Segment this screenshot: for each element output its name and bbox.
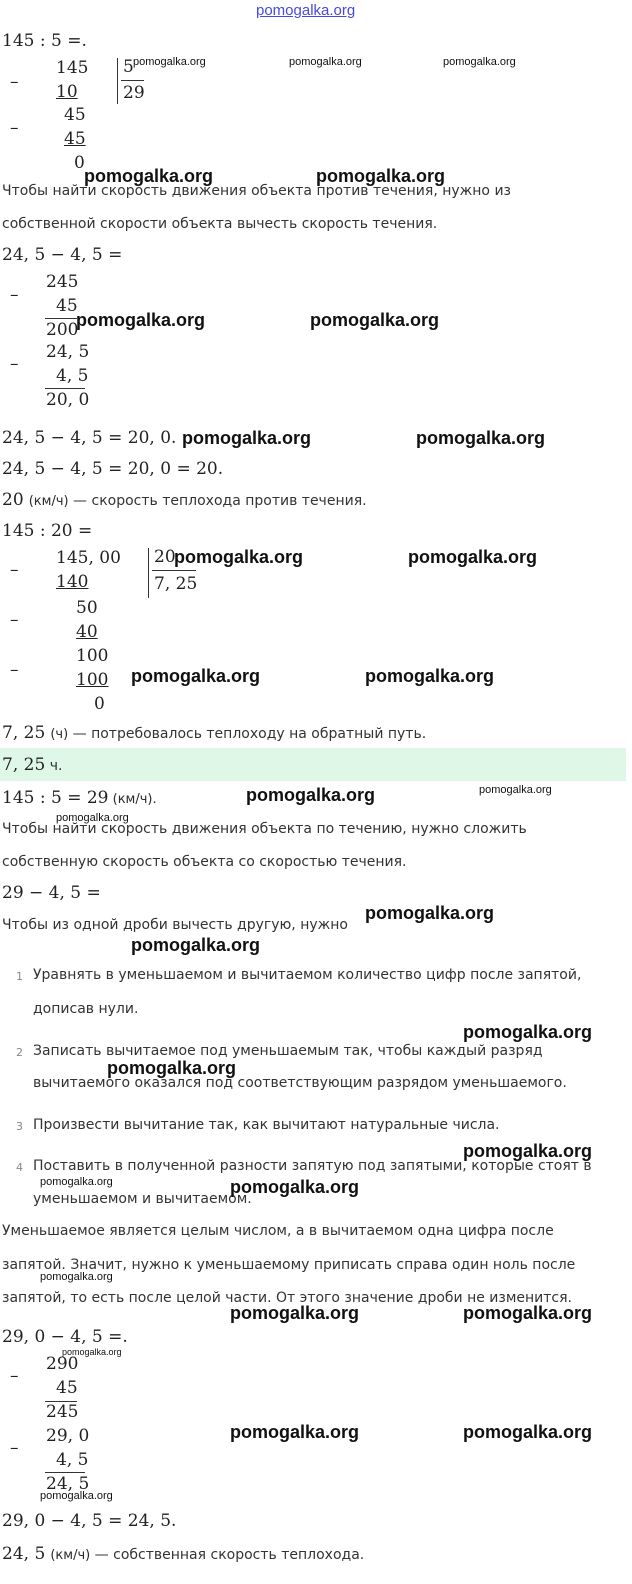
minuend: 29, 0 [46, 1426, 90, 1446]
partial-product: 45 [64, 129, 86, 149]
list-item-text: вычитаемого оказался под соответствующим разрядом уменьшаемого. [33, 1075, 567, 1091]
result-text: — собственная скорость теплохода. [90, 1547, 365, 1563]
equation: 24, 5 − 4, 5 = 20, 0 = 20. [2, 459, 224, 479]
difference: 24, 5 [46, 1474, 90, 1494]
minus-sign: – [10, 72, 19, 92]
difference: 200 [46, 320, 79, 340]
list-item-text: дописав нули. [33, 1001, 139, 1017]
site-link[interactable]: pomogalka.org [256, 2, 356, 19]
subtraction-line [45, 1472, 85, 1473]
remainder: 50 [76, 598, 98, 618]
watermark: pomogalka.org [310, 310, 440, 330]
result-text: — потребовалось теплоходу на обратный путь. [68, 726, 427, 742]
divisor: 5 [123, 57, 134, 77]
subtraction-line [45, 388, 85, 389]
remainder: 0 [94, 694, 105, 714]
watermark: pomogalka.org [174, 547, 304, 567]
division-expression: 145 : 20 = [2, 521, 93, 541]
difference: 20, 0 [46, 390, 90, 410]
result-unit: (км/ч) [28, 494, 69, 509]
watermark: pomogalka.org [365, 666, 495, 686]
quotient: 7, 25 [154, 574, 198, 594]
watermark: pomogalka.org [40, 1490, 113, 1502]
dividend: 145 [56, 58, 89, 78]
minus-sign: – [10, 1438, 19, 1458]
partial-product: 100 [76, 670, 109, 690]
list-item-text: уменьшаемом и вычитаемом. [33, 1191, 252, 1207]
paragraph: Чтобы из одной дроби вычесть другую, нужно [2, 917, 348, 933]
subtrahend: 45 [56, 1378, 78, 1398]
result-value: 24, 5 [2, 1544, 46, 1564]
watermark: pomogalka.org [131, 666, 261, 686]
minus-sign: – [10, 660, 19, 680]
watermark: pomogalka.org [40, 1176, 113, 1188]
partial-product: 10 [56, 82, 78, 102]
division-line [152, 570, 196, 571]
paragraph: собственную скорость объекта со скоростью течения. [2, 854, 407, 870]
watermark: pomogalka.org [131, 935, 261, 955]
result-value: 20 [2, 490, 24, 510]
paragraph: запятой. Значит, нужно к уменьшаемому приписать справа один ноль после [2, 1257, 576, 1273]
division-bar [117, 58, 118, 104]
subtrahend: 45 [56, 296, 78, 316]
remainder: 100 [76, 646, 109, 666]
minus-sign: – [10, 354, 19, 374]
watermark: pomogalka.org [443, 56, 516, 68]
paragraph: Чтобы найти скорость движения объекта против течения, нужно из [2, 183, 511, 199]
minuend: 290 [46, 1354, 79, 1374]
minus-sign: – [10, 285, 19, 305]
minus-sign: – [10, 118, 19, 138]
watermark: pomogalka.org [479, 784, 552, 796]
watermark: pomogalka.org [463, 1022, 593, 1042]
result-text: — скорость теплохода против течения. [68, 493, 367, 509]
watermark: pomogalka.org [182, 428, 312, 448]
result-unit: (км/ч) [50, 1548, 91, 1563]
watermark: pomogalka.org [84, 166, 214, 186]
result-line [2, 490, 367, 510]
watermark: pomogalka.org [230, 1422, 360, 1442]
subtraction-line [45, 318, 77, 319]
equation-unit: (км/ч). [108, 792, 157, 807]
list-item-text: Поставить в полученной разности запятую под запятыми, которые стоят в [33, 1158, 592, 1174]
minuend: 24, 5 [46, 342, 90, 362]
difference: 245 [46, 1402, 79, 1422]
watermark: pomogalka.org [40, 1271, 113, 1283]
watermark: pomogalka.org [365, 903, 495, 923]
minus-sign: – [10, 1366, 19, 1386]
equation [2, 788, 157, 808]
partial-product: 40 [76, 622, 98, 642]
result-line [2, 1544, 364, 1564]
watermark: pomogalka.org [230, 1177, 360, 1197]
minus-sign: – [10, 560, 19, 580]
paragraph: Чтобы найти скорость движения объекта по течению, нужно сложить [2, 821, 527, 837]
answer-box [0, 748, 626, 781]
watermark: pomogalka.org [133, 56, 206, 68]
dividend: 145, 00 [56, 548, 121, 568]
watermark: pomogalka.org [62, 1347, 122, 1357]
minus-sign: – [10, 610, 19, 630]
subtraction-expression: 29 − 4, 5 = [2, 883, 101, 903]
list-item-text: Записать вычитаемое под уменьшаемым так, чтобы каждый разряд [33, 1043, 543, 1059]
division-expression: 145 : 5 =. [2, 31, 87, 51]
equation: 29, 0 − 4, 5 = 24, 5. [2, 1511, 177, 1531]
list-number: 2 [16, 1046, 23, 1059]
minuend: 245 [46, 272, 79, 292]
watermark: pomogalka.org [463, 1303, 593, 1323]
list-item-text: Уравнять в уменьшаемом и вычитаемом количество цифр после запятой, [33, 967, 582, 983]
paragraph: запятой, то есть после целой части. От этого значение дроби не изменится. [2, 1290, 572, 1306]
watermark: pomogalka.org [56, 812, 129, 824]
quotient: 29 [123, 83, 145, 103]
result-unit: (ч) [50, 727, 69, 742]
watermark: pomogalka.org [246, 785, 376, 805]
paragraph: собственной скорости объекта вычесть скорость течения. [2, 216, 438, 232]
paragraph: Уменьшаемое является целым числом, а в вычитаемом одна цифра после [2, 1223, 554, 1239]
watermark: pomogalka.org [230, 1303, 360, 1323]
result-value: 7, 25 [2, 723, 46, 743]
subtraction-expression: 29, 0 − 4, 5 =. [2, 1327, 128, 1347]
subtraction-expression: 24, 5 − 4, 5 = [2, 245, 123, 265]
list-number: 1 [16, 970, 23, 983]
result-line [2, 723, 426, 743]
watermark: pomogalka.org [408, 547, 538, 567]
partial-product: 140 [56, 572, 89, 592]
list-item-text: Произвести вычитание так, как вычитают натуральные числа. [33, 1117, 500, 1133]
answer-value: 7, 25 [2, 755, 46, 775]
list-number: 4 [16, 1161, 23, 1174]
equation-math: 145 : 5 = 29 [2, 788, 109, 808]
list-number: 3 [16, 1120, 23, 1133]
equation: 24, 5 − 4, 5 = 20, 0. [2, 428, 177, 448]
division-bar [148, 548, 149, 598]
watermark: pomogalka.org [316, 166, 446, 186]
watermark: pomogalka.org [289, 56, 362, 68]
answer-unit: ч. [45, 758, 63, 774]
watermark: pomogalka.org [76, 310, 206, 330]
division-line [121, 80, 144, 81]
answer [2, 755, 62, 775]
watermark: pomogalka.org [463, 1422, 593, 1442]
remainder: 0 [74, 153, 85, 173]
subtrahend: 4, 5 [56, 1450, 89, 1470]
watermark: pomogalka.org [416, 428, 546, 448]
divisor: 20 [154, 547, 176, 567]
subtrahend: 4, 5 [56, 366, 89, 386]
watermark: pomogalka.org [463, 1141, 593, 1161]
watermark: pomogalka.org [107, 1058, 237, 1078]
remainder: 45 [64, 105, 86, 125]
